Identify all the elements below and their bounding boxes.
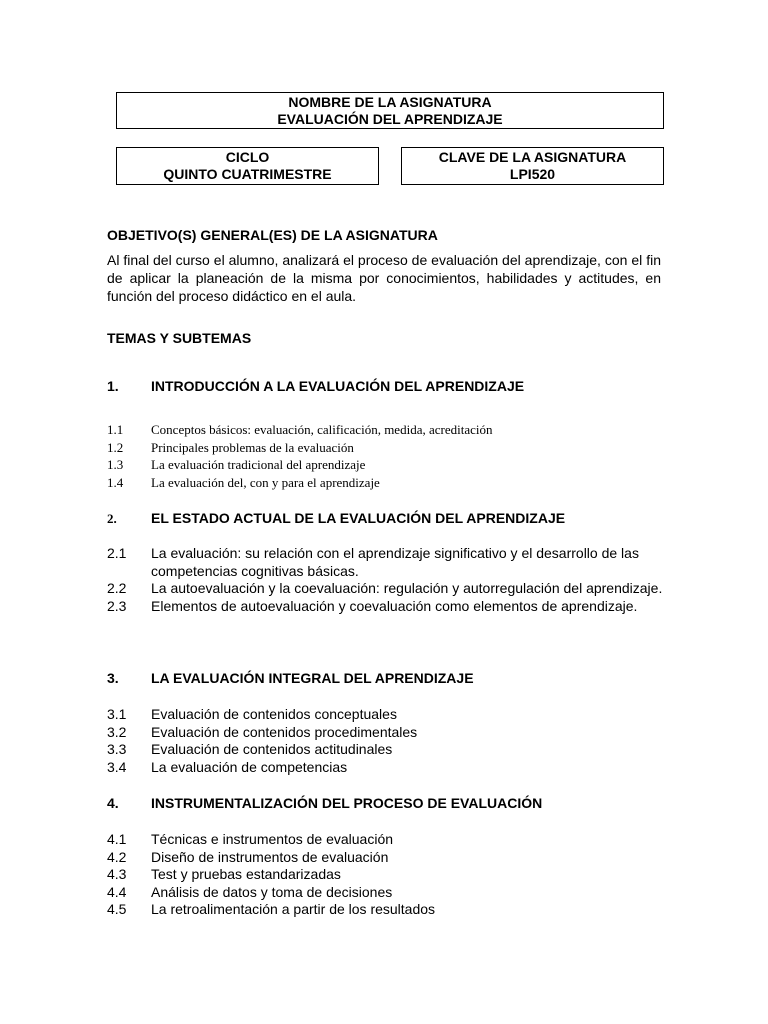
subtopic-number: 4.1 [107, 831, 127, 847]
subtopic-number: 1.1 [107, 422, 124, 437]
section-title: EL ESTADO ACTUAL DE LA EVALUACIÓN DEL APRENDIZAJE [151, 510, 566, 526]
subtopic-item [107, 866, 667, 884]
subject-code-label: CLAVE DE LA ASIGNATURA [438, 149, 627, 165]
subtopic-number: 2.1 [107, 545, 127, 561]
subtopic-text: Principales problemas de la evaluación [151, 439, 354, 455]
subtopic-text: La evaluación tradicional del aprendizaje [151, 457, 366, 472]
subject-code-value: LPI520 [509, 166, 556, 182]
subtopic-number: 4.2 [107, 848, 127, 865]
subtopic-text: Test y pruebas estandarizadas [151, 866, 341, 882]
objective-text: Al final del curso el alumno, analizará el proceso de evaluación del aprendizaje, con el fin de aplicar la planeación de la misma por conocimientos, habilidades y actitudes, en función del proceso didáctico en el aula. [107, 252, 661, 304]
subtopic-number: 2.2 [107, 580, 127, 596]
subtopic-text: Evaluación de contenidos actitudinales [151, 741, 393, 757]
cycle-label: CICLO [225, 149, 270, 165]
section-1-subtopics [107, 421, 667, 491]
subtopic-item [107, 545, 663, 580]
subtopic-number: 1.4 [107, 474, 124, 490]
subtopic-text: Conceptos básicos: evaluación, calificación, medida, acreditación [151, 422, 493, 437]
subtopic-text: Análisis de datos y toma de decisiones [151, 883, 393, 900]
subtopic-text: La evaluación: su relación con el aprendizaje significativo y el desarrollo de las competencias cognitivas básicas. [151, 545, 639, 579]
subtopic-item [107, 901, 667, 919]
section-title: LA EVALUACIÓN INTEGRAL DEL APRENDIZAJE [151, 670, 474, 686]
subtopic-number: 4.5 [107, 901, 127, 917]
subtopic-item [107, 598, 663, 616]
section-4-subtopics [107, 831, 667, 919]
subtopic-item [107, 439, 667, 457]
subtopic-item [107, 474, 667, 492]
subtopic-text: Diseño de instrumentos de evaluación [151, 848, 389, 865]
subtopic-item [107, 884, 667, 902]
section-number: 2. [107, 511, 117, 526]
subtopic-text: Evaluación de contenidos conceptuales [151, 706, 397, 722]
subject-code-box [401, 147, 664, 185]
cycle-box [116, 147, 379, 185]
subtopic-item [107, 456, 667, 474]
subtopic-text: Elementos de autoevaluación y coevaluación como elementos de aprendizaje. [151, 597, 638, 614]
subtopic-text: La autoevaluación y la coevaluación: regulación y autorregulación del aprendizaje. [151, 580, 663, 596]
section-number: 4. [107, 795, 119, 811]
objective-heading: OBJETIVO(S) GENERAL(ES) DE LA ASIGNATURA [107, 227, 438, 243]
subtopic-number: 3.2 [107, 723, 127, 740]
section-number: 1. [107, 378, 119, 394]
subtopic-number: 2.3 [107, 597, 127, 614]
subtopic-item [107, 580, 663, 598]
section-2-subtopics [107, 545, 663, 615]
subject-name-label: NOMBRE DE LA ASIGNATURA [288, 94, 492, 110]
subtopic-text: Técnicas e instrumentos de evaluación [151, 831, 394, 847]
topics-heading: TEMAS Y SUBTEMAS [107, 330, 252, 346]
subtopic-number: 4.4 [107, 883, 127, 900]
subtopic-number: 1.2 [107, 439, 124, 455]
subtopic-item [107, 759, 667, 777]
section-title: INSTRUMENTALIZACIÓN DEL PROCESO DE EVALUACIÓN [151, 795, 543, 811]
subtopic-number: 3.1 [107, 706, 127, 722]
subtopic-number: 1.3 [107, 457, 124, 472]
subject-name-value: EVALUACIÓN DEL APRENDIZAJE [277, 111, 503, 127]
subtopic-item [107, 831, 667, 849]
subtopic-text: La evaluación del, con y para el aprendizaje [151, 474, 380, 490]
cycle-value: QUINTO CUATRIMESTRE [163, 166, 332, 182]
subtopic-number: 4.3 [107, 866, 127, 882]
subtopic-item [107, 421, 667, 439]
subtopic-item [107, 741, 667, 759]
subtopic-text: Evaluación de contenidos procedimentales [151, 723, 418, 740]
subtopic-text: La retroalimentación a partir de los resultados [151, 901, 436, 917]
subtopic-item [107, 849, 667, 867]
subtopic-number: 3.3 [107, 741, 127, 757]
subtopic-text: La evaluación de competencias [151, 758, 348, 775]
section-title: INTRODUCCIÓN A LA EVALUACIÓN DEL APRENDIZAJE [151, 378, 525, 394]
subtopic-item [107, 706, 667, 724]
subject-name-box [116, 92, 664, 129]
section-number: 3. [107, 670, 119, 686]
section-3-subtopics [107, 706, 667, 776]
subtopic-item [107, 724, 667, 742]
subtopic-number: 3.4 [107, 758, 127, 775]
